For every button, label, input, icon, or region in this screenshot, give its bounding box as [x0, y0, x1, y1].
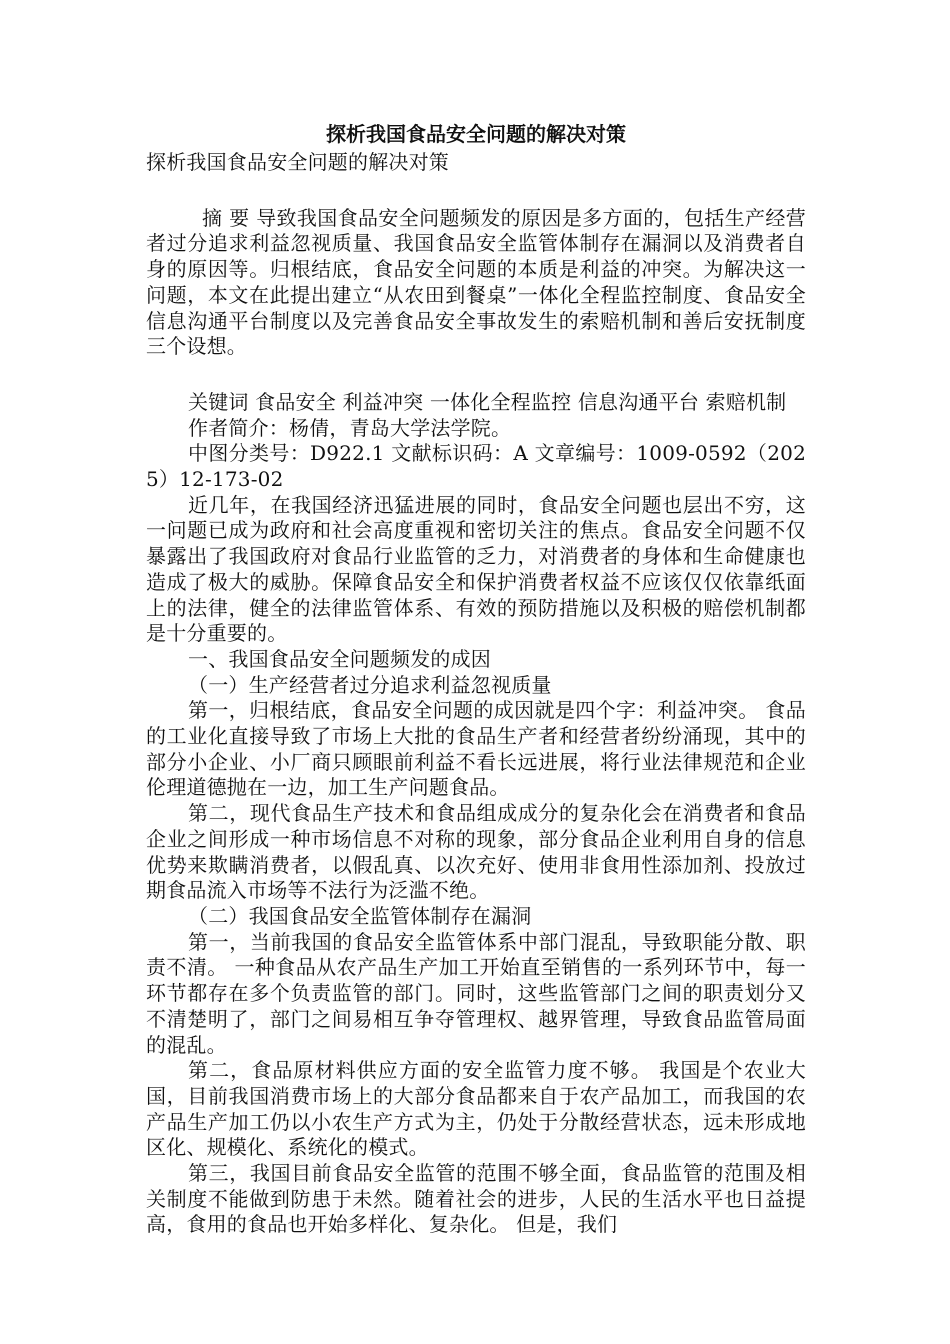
- spacer: [146, 360, 806, 390]
- body-paragraph: 第三，我国目前食品安全监管的范围不够全面，食品监管的范围及相关制度不能做到防患于未然。随着社会的进步，人民的生活水平也日益提高，食用的食品也开始多样化、复杂化。 但是，我们: [146, 1161, 806, 1237]
- abstract-paragraph: 摘 要 导致我国食品安全问题频发的原因是多方面的，包括生产经营者过分追求利益忽视质量、我国食品安全监管体制存在漏洞以及消费者自身的原因等。归根结底，食品安全问题的本质是利益的冲突。为解决这一问题，本文在此提出建立“从农田到餐桌”一体化全程监控制度、食品安全信息沟通平台制度以及完善食品安全事故发生的索赔机制和善后安抚制度三个设想。: [146, 205, 806, 359]
- document-page: [146, 118, 806, 1238]
- classification-paragraph: 中图分类号：D922.1 文献标识码：A 文章编号：1009-0592（2025）12-173-02: [146, 441, 806, 492]
- author-paragraph: 作者简介：杨倩，青岛大学法学院。: [188, 415, 512, 440]
- spacer: [146, 176, 806, 206]
- body-paragraph: 第二，现代食品生产技术和食品组成成分的复杂化会在消费者和食品企业之间形成一种市场信息不对称的现象，部分食品企业利用自身的信息优势来欺瞒消费者，以假乱真、以次充好、使用非食用性添加剂、投放过期食品流入市场等不法行为泛滥不绝。: [146, 801, 806, 903]
- body-paragraph: 第一，归根结底，食品安全问题的成因就是四个字：利益冲突。 食品的工业化直接导致了市场上大批的食品生产者和经营者纷纷涌现，其中的部分小企业、小厂商只顾眼前利益不看长远进展，将行业法律规范和企业伦理道德抛在一边，加工生产问题食品。: [146, 698, 806, 800]
- section-heading: 一、我国食品安全问题频发的成因: [188, 646, 491, 671]
- document-subtitle: 探析我国食品安全问题的解决对策: [146, 150, 449, 174]
- body-paragraph: 第一，当前我国的食品安全监管体系中部门混乱，导致职能分散、职责不清。 一种食品从农产品生产加工开始直至销售的一系列环节中，每一环节都存在多个负责监管的部门。同时，这些监管部门之间的职责划分又不清楚明了，部门之间易相互争夺管理权、越界管理，导致食品监管局面的混乱。: [146, 929, 806, 1057]
- document-title: 探析我国食品安全问题的解决对策: [326, 122, 626, 146]
- intro-paragraph: 近几年，在我国经济迅猛进展的同时，食品安全问题也层出不穷，这一问题已成为政府和社会高度重视和密切关注的焦点。食品安全问题不仅暴露出了我国政府对食品行业监管的乏力，对消费者的身体和生命健康也造成了极大的威胁。保障食品安全和保护消费者权益不应该仅仅依靠纸面上的法律，健全的法律监管体系、有效的预防措施以及积极的赔偿机制都是十分重要的。: [146, 492, 806, 646]
- subsection-heading: （二）我国食品安全监管体制存在漏洞: [188, 903, 532, 928]
- keywords-paragraph: 关键词 食品安全 利益冲突 一体化全程监控 信息沟通平台 索赔机制: [188, 389, 787, 414]
- body-paragraph: 第二，食品原材料供应方面的安全监管力度不够。 我国是个农业大国，目前我国消费市场上的大部分食品都来自于农产品加工，而我国的农产品生产加工仍以小农生产方式为主，仍处于分散经营状态，远未形成地区化、规模化、系统化的模式。: [146, 1058, 806, 1160]
- subsection-heading: （一）生产经营者过分追求利益忽视质量: [188, 672, 552, 697]
